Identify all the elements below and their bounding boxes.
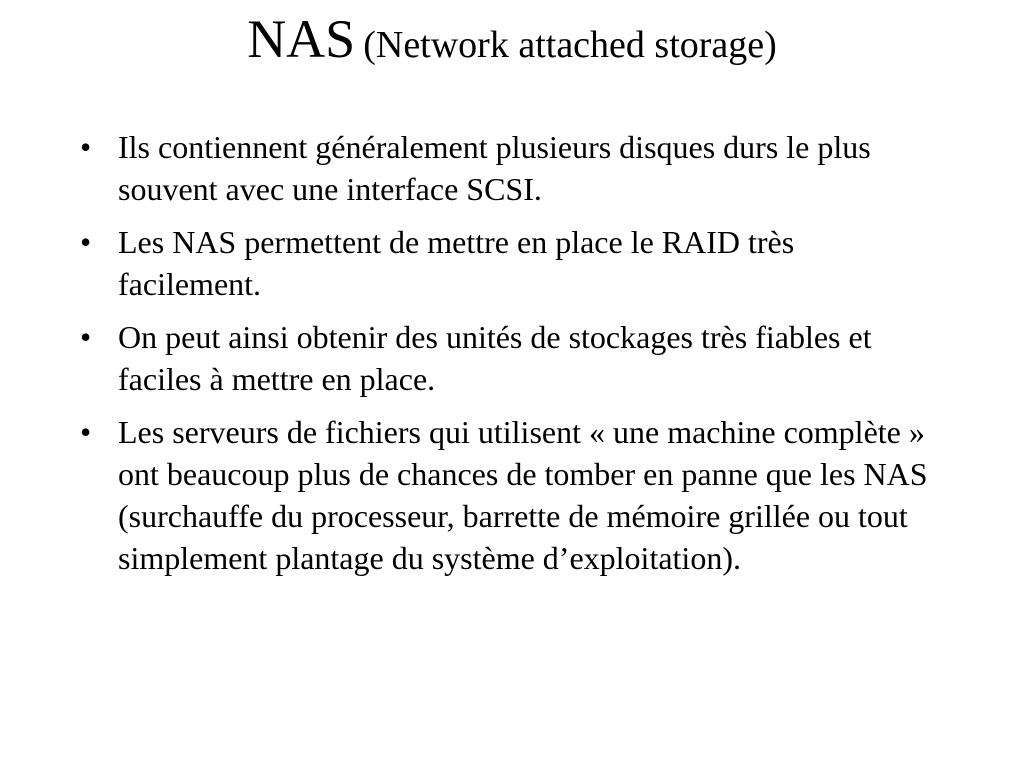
bullet-text-raid: Les NAS permettent de mettre en place le RAID très facilement.: [118, 224, 795, 302]
bullet-text-reliability: On peut ainsi obtenir des unités de stockages très fiables et faciles à mettre en place.: [118, 319, 872, 397]
bullet-icon: •: [80, 414, 92, 450]
slide-title: [0, 10, 1024, 69]
bullet-item-raid: [78, 221, 938, 305]
slide-title-main: NAS: [247, 9, 356, 69]
slide-title-subtitle: (Network attached storage): [363, 24, 777, 66]
bullet-item-reliability: [78, 316, 938, 400]
bullet-list: [78, 126, 938, 590]
bullet-icon: •: [80, 129, 92, 165]
bullet-text-file-servers: Les serveurs de fichiers qui utilisent « une machine complète » ont beaucoup plus de chances de tomber en panne que les NAS (surchauffe du processeur, barrette de mémoire grillée ou tout simplement plantage du système d’exploitation).: [118, 414, 928, 576]
bullet-item-disks: [78, 126, 938, 210]
bullet-item-file-servers: [78, 411, 938, 579]
bullet-text-disks: Ils contiennent généralement plusieurs disques durs le plus souvent avec une interface SCSI.: [118, 129, 871, 207]
bullet-icon: •: [80, 224, 92, 260]
bullet-icon: •: [80, 319, 92, 355]
